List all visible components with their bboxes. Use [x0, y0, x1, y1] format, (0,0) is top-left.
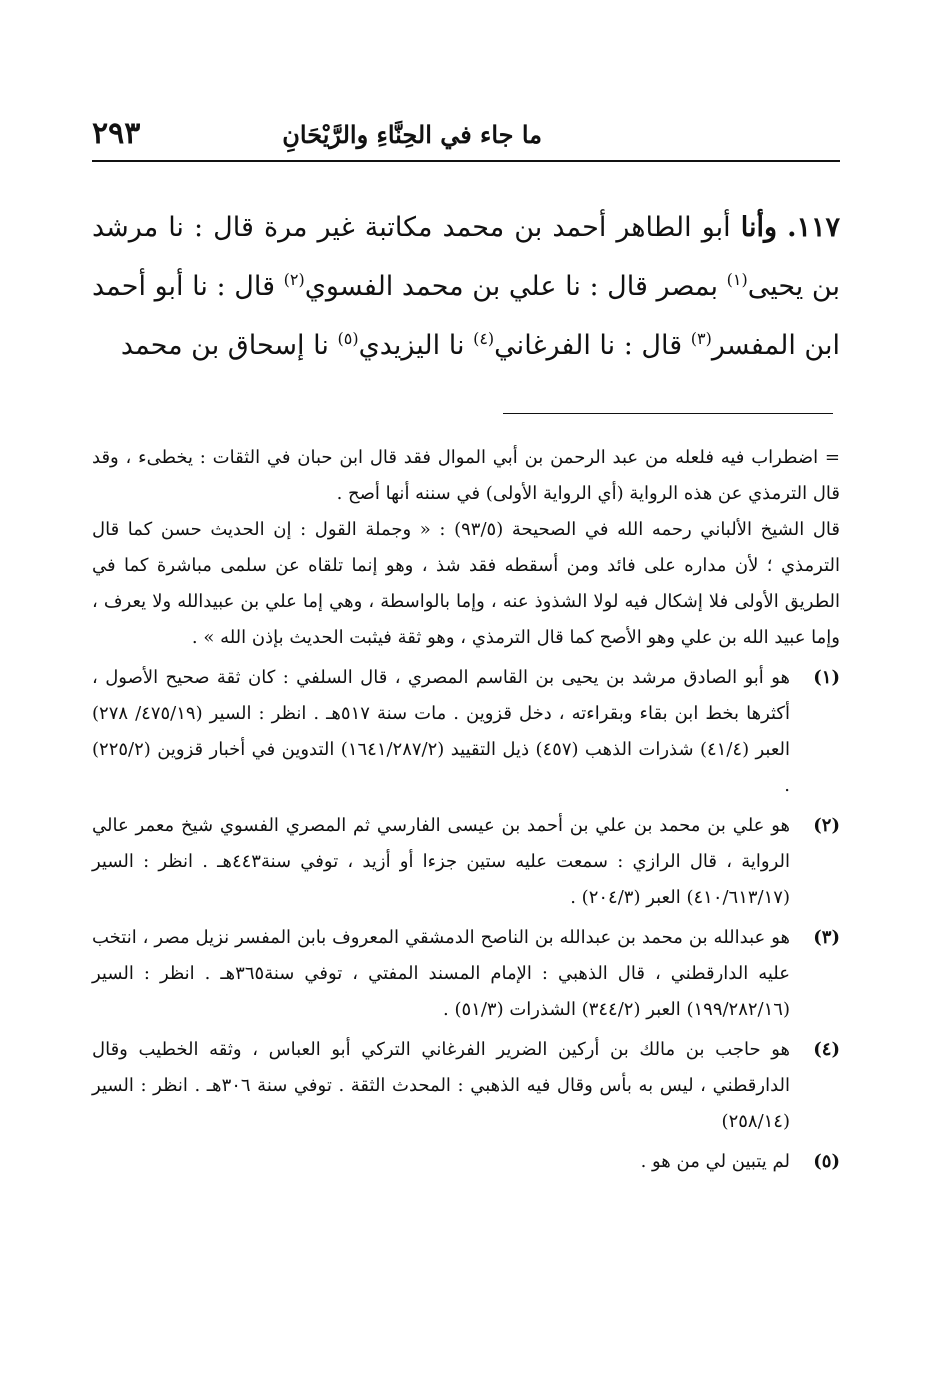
hadith-segment: أبو الطاهر أحمد بن محمد مكاتبة غير مرة قال : نا مرشد بن يحيى [92, 212, 840, 302]
hadith-text [92, 198, 840, 375]
hadith-segment: قال : نا أبو أحمد ابن المفسر [92, 271, 840, 361]
footnote [92, 920, 840, 1028]
footnote-ref: (١) [726, 270, 748, 289]
hadith-segment: نا اليزيدي [358, 330, 465, 361]
footnote-text: هو عبدالله بن محمد بن عبدالله بن الناصح الدمشقي المعروف بابن المفسر نزيل مصر ، انتخب عليه الدارقطني ، قال الذهبي : الإمام المسند المفتي ، توفي سنة٣٦٥هـ . انظر : السير (١٩٩/٢٨٢/١٦) العبر (٣٤٤/٢) الشذرات (٥١/٣) . [92, 927, 790, 1020]
footnote-text: لم يتبين لي من هو . [640, 1151, 790, 1172]
hadith-segment: قال : نا الفرغاني [494, 330, 683, 361]
hadith-segment: نا إسحاق بن محمد [120, 330, 329, 361]
footnote-text: هو علي بن محمد بن علي بن أحمد بن عيسى الفارسي ثم المصري الفسوي شيخ معمر عالي الرواية ، قال الرازي : سمعت عليه ستين جزءا أو أزيد ، توفي سنة٤٤٣هـ . انظر : السير (٤١٠/٦١٣/١٧) العبر (٢٠٤/٣) . [92, 815, 790, 908]
footnote-text: هو أبو الصادق مرشد بن يحيى بن القاسم المصري ، قال السلفي : كان ثقة صحيح الأصول ، أكثرها بخط ابن بقاء وبقراءته ، دخل قزوين . مات سنة ٥١٧هـ . انظر : السير (٤٧٥/١٩/ ٢٧٨) العبر (٤١/٤) شذرات الذهب (٤٥٧) ذيل التقييد (١٦٤١/٢٨٧/٢) التدوين في أخبار قزوين (٢٢٥/٢) . [92, 667, 791, 796]
header-divider [92, 160, 840, 162]
footnote [92, 808, 840, 916]
continued-note-paragraph: = اضطراب فيه فلعله من عبد الرحمن بن أبي الموال فقد قال ابن حبان في الثقات : يخطىء ، وقد قال الترمذي عن هذه الرواية (أي الرواية الأولى) في سننه أنها أصح . [92, 447, 840, 504]
footnote [92, 660, 840, 804]
footnote-marker: (٢) [813, 815, 840, 836]
footnote-marker: (٥) [813, 1151, 840, 1172]
footnote-ref: (٢) [283, 270, 305, 289]
footnote-marker: (٣) [813, 927, 840, 948]
footnote-ref: (٣) [690, 329, 712, 348]
page-number: ٢٩٣ [92, 116, 141, 151]
footnote-text: هو حاجب بن مالك بن أركين الضرير الفرغاني التركي أبو العباس ، وثقه الخطيب وقال الدارقطني ، ليس به بأس وقال فيه الذهبي : المحدث الثقة . توفي سنة ٣٠٦هـ . انظر : السير (٢٥٨/١٤) [92, 1039, 791, 1132]
hadith-number: ١١٧. [787, 212, 840, 243]
footnote [92, 1144, 840, 1180]
footnote-marker: (١) [813, 667, 840, 688]
footnote-divider [503, 413, 833, 414]
footnote-ref: (٥) [337, 329, 359, 348]
running-title: ما جاء في الحِنَّاءِ والرَّيْحَانِ [282, 120, 542, 149]
continued-note-paragraph: قال الشيخ الألباني رحمه الله في الصحيحة (٩٣/٥) : « وجملة القول : إن الحديث حسن كما قال الترمذي ؛ لأن مداره على فائد ومن أسقطه فقد شذ ، وهو إنما تلقاه عن سلمى مباشرة كما في الطريق الأولى فلا إشكال فيه لولا الشذوذ عنه ، وإما بالواسطة ، وهي إما علي بن عبيدالله ولا يعرف ، وإما عبيد الله بن علي وهو الأصح كما قال الترمذي ، وهو ثقة فيثبت الحديث بإذن الله » . [92, 519, 840, 648]
footnotes-section [92, 440, 840, 1180]
continued-note [92, 440, 840, 656]
footnote [92, 1032, 840, 1140]
footnote-ref: (٤) [473, 329, 495, 348]
hadith-segment: بمصر قال : نا علي بن محمد الفسوي [304, 271, 718, 302]
footnote-marker: (٤) [813, 1039, 840, 1060]
hadith-lead-word: وأنا [740, 212, 778, 243]
page-header [92, 116, 842, 164]
